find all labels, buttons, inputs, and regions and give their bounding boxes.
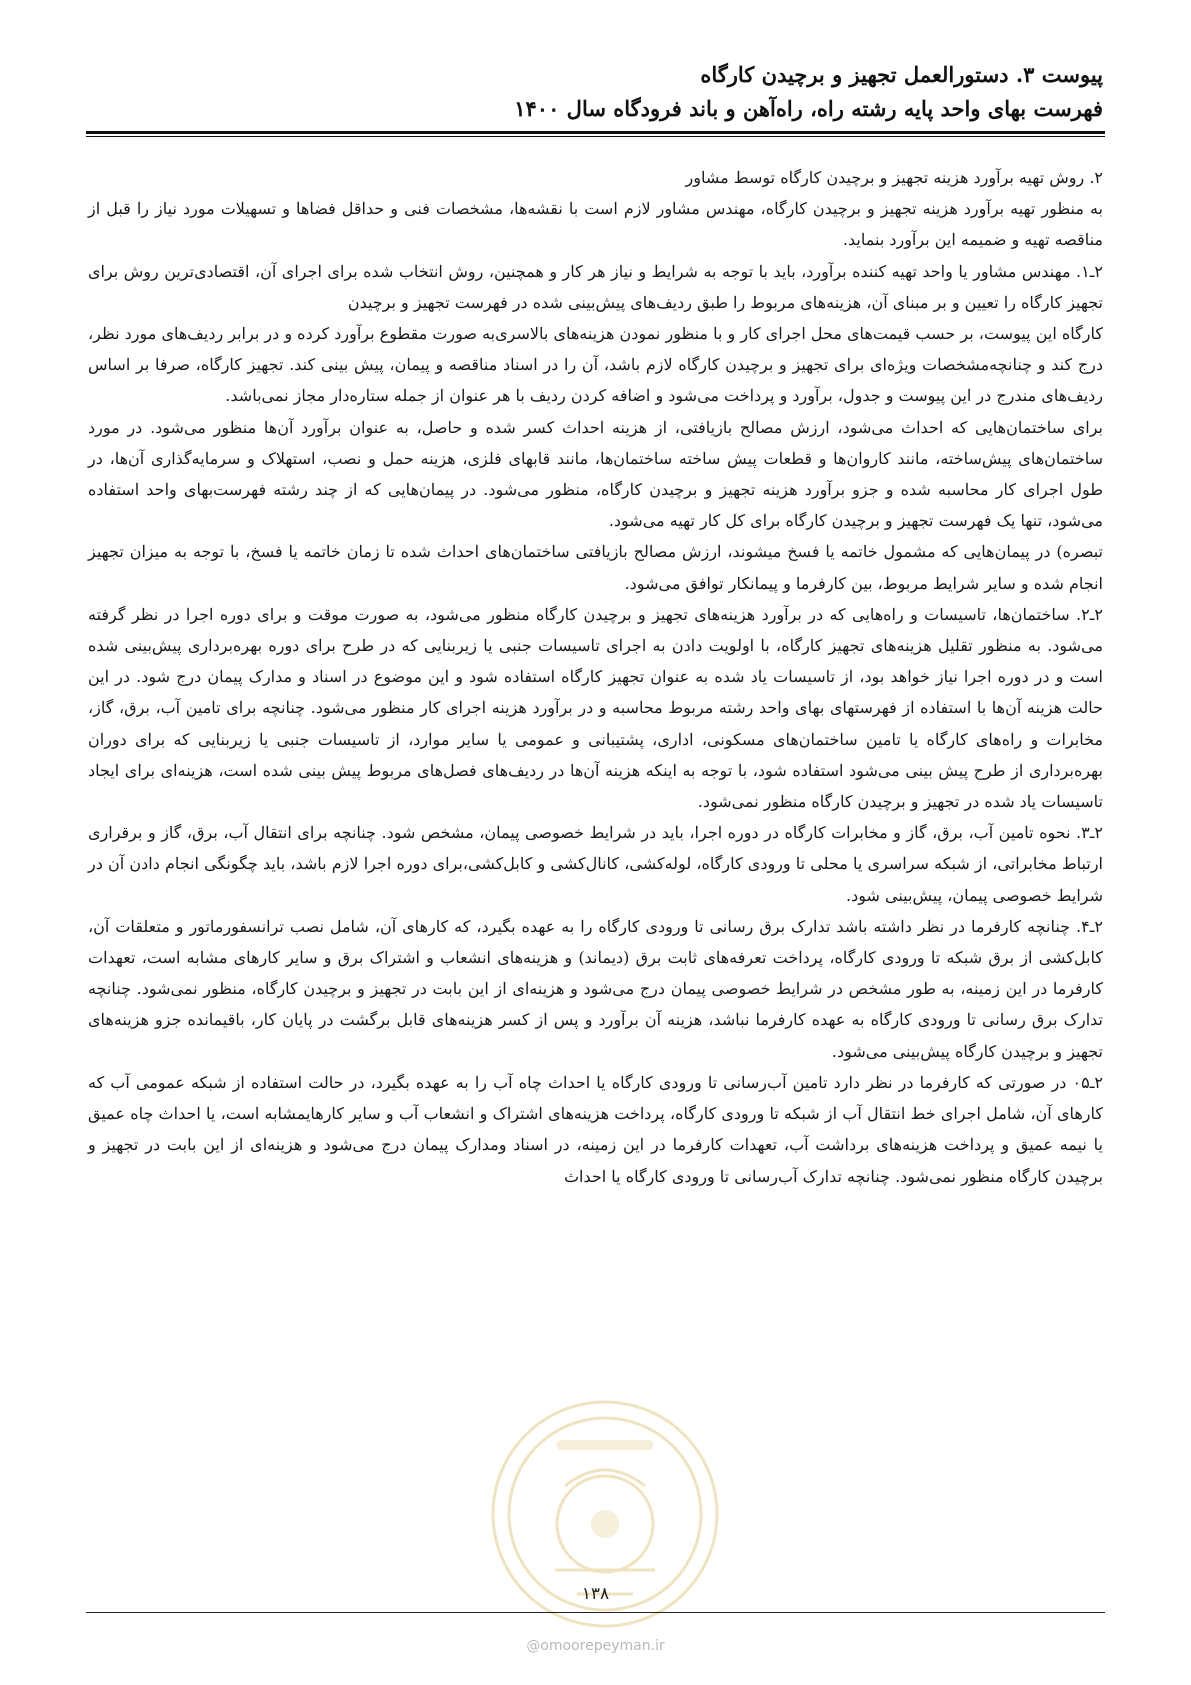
paragraph-note: تبصره) در پیمان‌هایی که مشمول خاتمه یا فسخ میشوند، ارزش مصالح بازیافتی ساختمان‌های احداث شده تا زمان خاتمه یا فسخ، با توجه به میزان تجهیز انجام شده و سایر شرایط مربوط، بین کارفرما و پیمانکار توافق می‌شود.	[88, 542, 1103, 593]
paragraph-2-1-cont: کارگاه این پیوست، بر حسب قیمت‌های محل اجرای کار و با منظور نمودن هزینه‌های بالاسری‌به صورت مقطوع برآورد کرده و در برابر ردیف‌های مورد نظر، درج کند و چنانچه‌مشخصات ویژه‌ای برای تجهیز و برچیدن کارگاه لازم باشد، آن را در اسناد مناقصه و پیمان، پیش بینی کند. تجهیز کارگاه، صرفا بر اساس ردیف‌های مندرج در این پیوست و جدول، برآورد و پرداخت می‌شود و اضافه کردن ردیف با هر عنوان از جمله ستاره‌دار مجاز نمی‌باشد.	[88, 324, 1103, 406]
paragraph-2-4: ۲ـ۴. چنانچه کارفرما در نظر داشته باشد تدارک برق رسانی تا ورودی کارگاه را به عهده بگیرد، که کارهای آن، شامل نصب ترانسفورماتور و متعلقات آن، کابل‌کشی از برق شبکه تا ورودی کارگاه، پرداخت تعرفه‌های ثابت برق (دیماند) و هزینه‌های انشعاب و اشتراک برق و سایر کارهای مشابه است، تعهدات کارفرما در این زمینه، به طور مشخص در شرایط خصوصی پیمان درج می‌شود و هزینه‌ای از این بابت در تجهیز و برچیدن کارگاه، منظور نمی‌شود. چنانچه تدارک برق رسانی تا ورودی کارگاه به عهده کارفرما نباشد، هزینه آن برآورد و پس از کسر هزینه‌های قابل برگشت در پایان کار، باقیمانده جزو هزینه‌های تجهیز و برچیدن کارگاه پیش‌بینی می‌شود.	[88, 916, 1104, 1061]
page-header	[88, 58, 1103, 126]
header-rule-thin	[86, 136, 1105, 137]
document-body	[88, 162, 1103, 1192]
website-watermark: @omoorepeyman.ir	[526, 1638, 665, 1654]
paragraph-intro: به منظور تهیه برآورد هزینه تجهیز و برچیدن کارگاه، مهندس مشاور لازم است با نقشه‌ها، مشخصات فنی و حداقل فضاها و تسهیلات مورد نیاز را قبل از مناقصه تهیه و ضمیمه این برآورد بنماید.	[88, 199, 1104, 250]
header-title: پیوست ۳. دستورالعمل تجهیز و برچیدن کارگاه	[700, 62, 1103, 87]
paragraph-2-3: ۲ـ۳. نحوه تامین آب، برق، گاز و مخابرات کارگاه در دوره اجرا، باید در شرایط خصوصی پیمان، مشخص شود. چنانچه برای انتقال آب، برق، گاز و برقراری ارتباط مخابراتی، از شبکه سراسری یا محلی تا ورودی کارگاه، لوله‌کشی، کانال‌کشی و کابل‌کشی،برای دوره اجرا لازم باشد، باید چگونگی انجام دادن آن در شرایط خصوصی پیمان، پیش‌بینی شود.	[88, 823, 1104, 905]
header-subtitle: فهرست بهای واحد پایه رشته راه، راه‌آهن و باند فرودگاه سال ۱۴۰۰	[514, 96, 1103, 121]
paragraph-2-2: ۲ـ۲. ساختمان‌ها، تاسیسات و راه‌هایی که در برآورد هزینه‌های تجهیز و برچیدن کارگاه منظور می‌شود، به صورت موقت و برای دوره اجرا در نظر گرفته می‌شود. به منظور تقلیل هزینه‌های تجهیز کارگاه، با اولویت دادن به اجرای تاسیسات جنبی یا زیربنایی که در طرح برای دوره بهره‌برداری پیش‌بینی شده است و در دوره اجرا نیاز خواهد بود، از تاسیسات یاد شده به عنوان تجهیز کارگاه استفاده شود و این موضوع در اسناد و مدارک پیمان درج شود. در این حالت هزینه آن‌ها با استفاده از فهرستهای بهای واحد رشته مربوط محاسبه و در برآورد هزینه اجرای کار منظور می‌شود. چنانچه برای تامین آب، برق، گاز، مخابرات و راه‌های کارگاه یا تامین ساختمان‌های مسکونی، اداری، پشتیبانی و عمومی یا سایر موارد، از تاسیسات جنبی یا زیربنایی که برای دوران بهره‌برداری از طرح پیش بینی می‌شود استفاده شود، با توجه به اینکه هزینه آن‌ها در ردیف‌های فصل‌های مربوط پیش بینی شده است، هزینه‌ای برای ایجاد تاسیسات یاد شده در تجهیز و برچیدن کارگاه منظور نمی‌شود.	[88, 604, 1103, 812]
section-heading: ۲. روش تهیه برآورد هزینه تجهیز و برچیدن کارگاه توسط مشاور	[685, 168, 1103, 187]
page-number: ۱۳۸	[581, 1584, 610, 1604]
paragraph-buildings: برای ساختمان‌هایی که احداث می‌شود، ارزش مصالح بازیافتی، از هزینه احداث کسر شده و حاصل، به عنوان برآورد آن‌ها منظور می‌شود. در مورد ساختمان‌های پیش‌ساخته، مانند کاروان‌ها و قطعات پیش ساخته ساختمان‌ها، مانند قابهای فلزی، هزینه حمل و نصب، استهلاک و سرمایه‌گذاری آن‌ها، در طول اجرای کار محاسبه شده و جزو برآورد هزینه تجهیز و برچیدن کارگاه، منظور می‌شود. در پیمان‌هایی که از چند رشته فهرست‌بهای واحد استفاده می‌شود، تنها یک فهرست تجهیز و برچیدن کارگاه برای کل کار تهیه می‌شود.	[88, 417, 1103, 531]
footer-rule	[86, 1612, 1105, 1613]
paragraph-2-1: ۲ـ۱. مهندس مشاور یا واحد تهیه کننده برآورد، باید با توجه به شرایط و نیاز هر کار و همچنین، روش انتخاب شده برای اجرای آن، اقتصادی‌ترین روش برای تجهیز کارگاه را تعیین و بر مبنای آن، هزینه‌های مربوط را طبق ردیف‌های پیش‌بینی شده در فهرست تجهیز و برچیدن	[88, 261, 1103, 312]
paragraph-2-5: ۲ـ۰۵ در صورتی که کارفرما در نظر دارد تامین آب‌رسانی تا ورودی کارگاه یا احداث چاه آب را به عهده بگیرد، در حالت استفاده از شبکه عمومی آب که کارهای آن، شامل اجرای خط انتقال آب از شبکه تا ورودی کارگاه، پرداخت هزینه‌های اشتراک و انشعاب آب و سایر کارهایمشابه است، یا احداث چاه عمیق یا نیمه عمیق و پرداخت هزینه‌های برداشت آب، تعهدات کارفرما در این زمینه، در اسناد ومدارک پیمان درج می‌شود و هزینه‌ای از این بابت در تجهیز و برچیدن کارگاه منظور نمی‌شود. چنانچه تدارک آب‌رسانی تا ورودی کارگاه یا احداث	[88, 1072, 1103, 1186]
header-rule-thick	[86, 131, 1105, 134]
